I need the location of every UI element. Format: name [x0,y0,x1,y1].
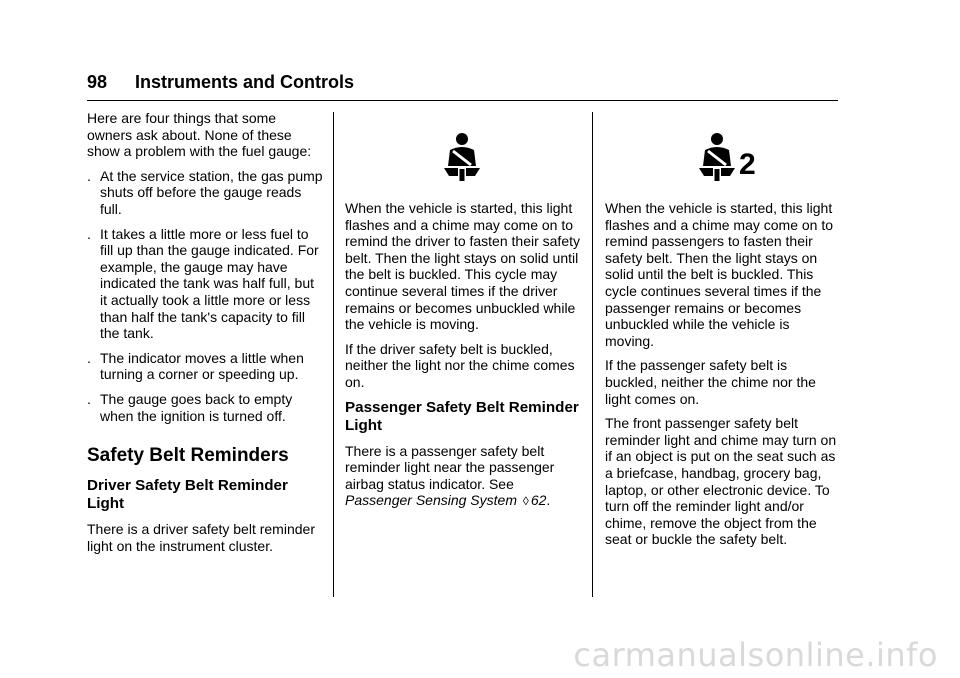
page-number: 98 [87,72,108,92]
bullet-marker: . [87,349,91,366]
list-item-text: It takes a little more or less fuel to fill up than the gauge indicated. For example, the gauge may have indicated the tank was half full, but it actually took a little more or less than half the tank's capacity to fill the tank. [100,225,319,342]
seatbelt-icon [440,132,484,182]
intro-paragraph: Here are four things that some owners ask about. None of these show a problem with the fuel gauge: [87,110,312,160]
passenger-seatbelt-icon [695,132,739,182]
paragraph-text: There is a passenger safety belt reminder light near the passenger airbag status indicator. See [345,442,555,492]
bullet-marker: . [87,390,91,407]
paragraph [345,443,581,510]
column-divider [592,112,593,597]
list-item-text: The indicator moves a little when turning a corner or speeding up. [100,349,304,383]
watermark: carmanualsonline.info [573,636,938,674]
paragraph: If the driver safety belt is buckled, neither the light nor the chime comes on. [345,340,575,390]
cross-reference-link[interactable]: Passenger Sensing System [345,492,517,509]
list-item-text: At the service station, the gas pump shuts off before the gauge reads full. [100,167,323,217]
bullet-marker: . [87,167,91,184]
list-item [87,391,323,424]
page-reference-number[interactable]: 62 [530,492,547,509]
list-item [87,226,323,342]
paragraph: When the vehicle is started, this light flashes and a chime may come on to remind passengers to fasten their safety belt. Then the light stays on solid until the belt is buckled. This cycle continues several times if the passenger remains or becomes unbuckled while the vehicle is moving. [605,200,834,349]
section-title: Instruments and Controls [135,72,355,92]
list-item-text: The gauge goes back to empty when the ignition is turned off. [100,390,293,424]
paragraph: The front passenger safety belt reminder light and chime may turn on if an object is put on the seat such as a briefcase, handbag, grocery bag, laptop, or other electronic device. To turn off the reminder light and/or chime, remove the object from the seat or buckle the safety belt. [605,415,837,548]
bullet-marker: . [87,225,91,242]
paragraph: There is a driver safety belt reminder light on the instrument cluster. [87,521,315,554]
section-heading: Safety Belt Reminders [87,445,289,467]
icon-area [345,110,581,200]
seat-position-label: 2 [739,148,756,181]
subsection-heading: Passenger Safety Belt Reminder Light [345,398,579,434]
subsection-heading: Driver Safety Belt Reminder Light [87,477,288,513]
column-right [605,110,841,556]
icon-area [605,110,841,200]
list-item [87,350,323,383]
column-middle [345,110,581,518]
page-header [87,72,838,101]
column-divider [333,112,334,597]
punctuation: . [546,492,551,509]
paragraph: When the vehicle is started, this light flashes and a chime may come on to remind the driver to fasten their safety belt. Then the light stays on solid until the belt is buckled. This cycle may continue several times if the driver remains or becomes unbuckled while the vehicle is moving. [345,200,580,333]
page-reference-arrow: ◊ [522,494,529,509]
list-item [87,168,323,218]
column-left [87,110,323,562]
paragraph: If the passenger safety belt is buckled, neither the chime nor the light comes on. [605,357,816,407]
